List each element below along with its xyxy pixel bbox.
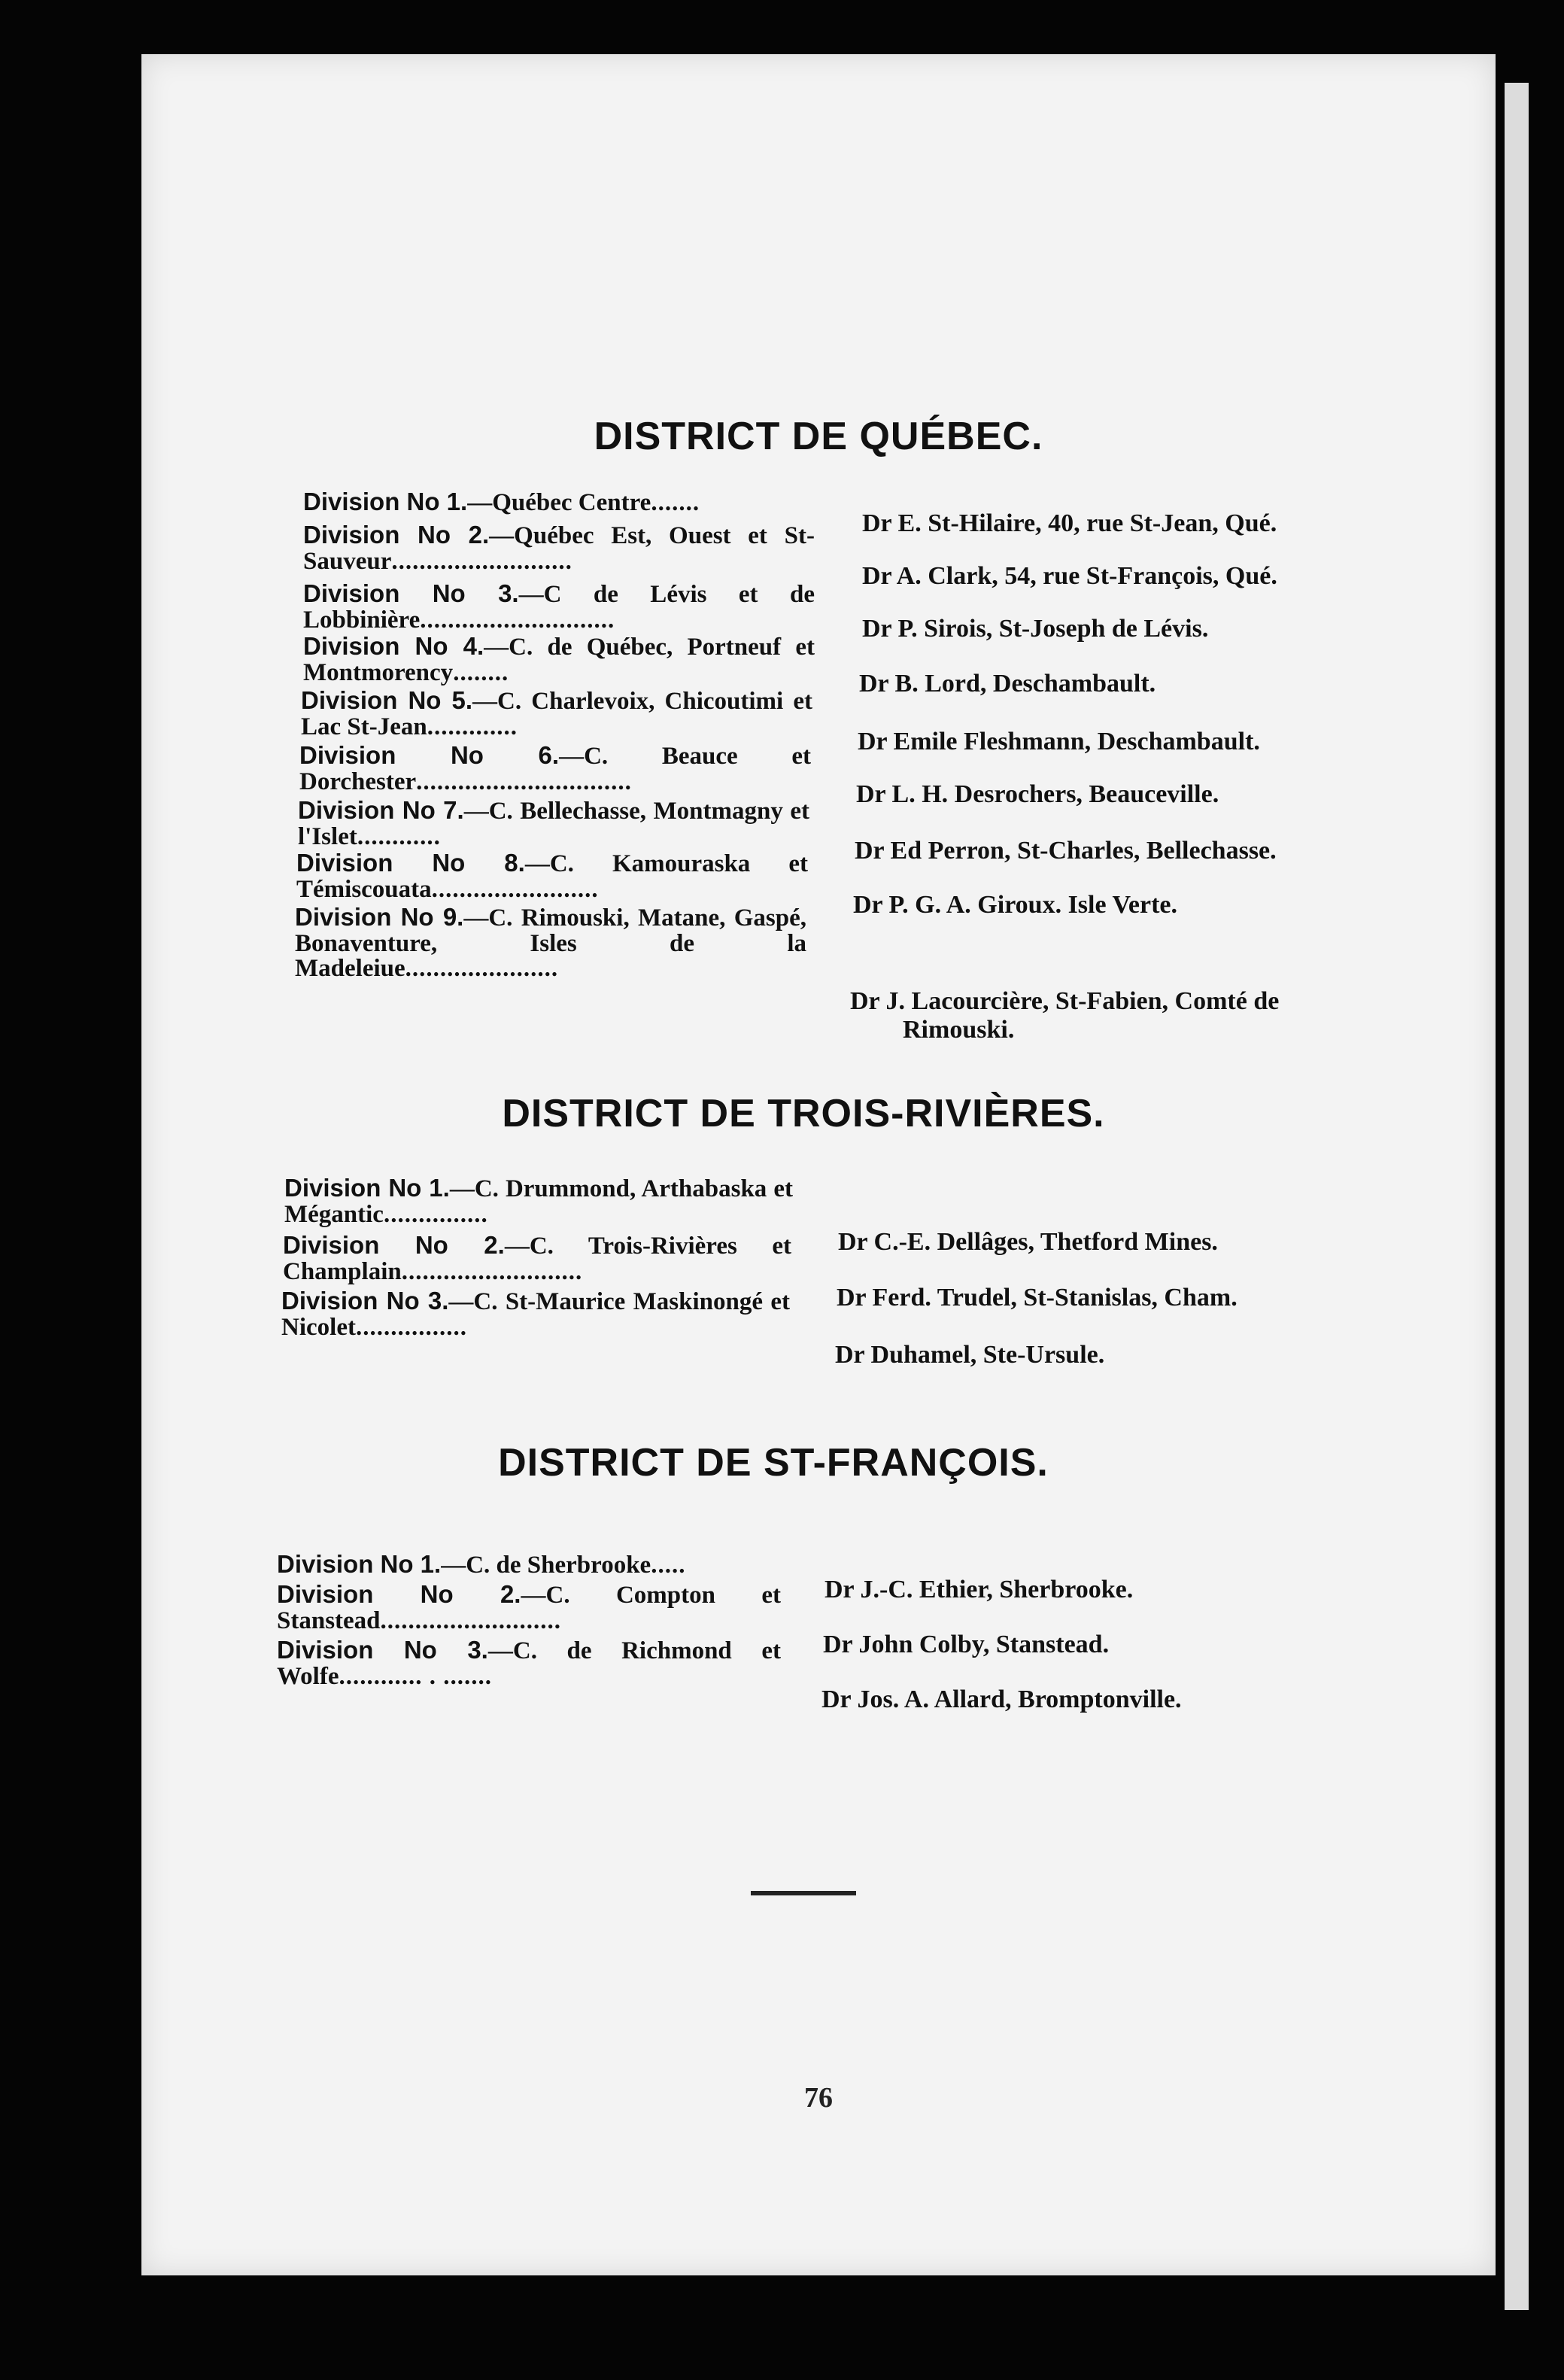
division-label: Division No 1. [277, 1550, 442, 1578]
division-label: Division No 4. [303, 632, 484, 660]
division-label: Division No 2. [277, 1580, 521, 1608]
medical-officer-name: Dr J. Lacourcière, St-Fabien, Comté de [850, 987, 1280, 1015]
medical-officer-continuation: Rimouski. [903, 1016, 1015, 1044]
district-heading-trois-rivieres: DISTRICT DE TROIS-RIVIÈRES. [502, 1092, 1105, 1135]
dot-leader: .......................... [401, 1257, 583, 1285]
document-page [141, 54, 1496, 2275]
dot-leader: ........................ [431, 875, 599, 903]
dot-leader: ..... [651, 1552, 686, 1579]
medical-officer: Dr L. H. Desrochers, Beauceville. [856, 780, 1219, 808]
division-description: —Québec Est, Ouest et St-Sauveur [303, 522, 815, 575]
division-label: Division No 3. [303, 579, 519, 607]
medical-officer: Dr E. St-Hilaire, 40, rue St-Jean, Qué. [862, 509, 1277, 537]
medical-officer: Dr Jos. A. Allard, Bromptonville. [821, 1685, 1182, 1713]
division-label: Division No 3. [277, 1636, 488, 1664]
medical-officer: Dr Ferd. Trudel, St-Stanislas, Cham. [837, 1284, 1238, 1312]
district-heading-quebec: DISTRICT DE QUÉBEC. [594, 415, 1043, 458]
division-description: —C. Kamouraska et Témiscouata [296, 850, 808, 903]
division-description: —Québec Centre [467, 489, 651, 516]
dot-leader: ........ [453, 658, 509, 686]
division-description: —C. Bellechasse, Montmagny et l'Islet [298, 798, 809, 850]
dot-leader: ...................... [405, 955, 559, 983]
division-description: —C. Drummond, Arthabaska et Mégantic [284, 1175, 793, 1228]
medical-officer: Dr C.-E. Dellâges, Thetford Mines. [838, 1228, 1218, 1256]
medical-officer: Dr Ed Perron, St-Charles, Bellechasse. [855, 837, 1277, 865]
medical-officer: Dr Duhamel, Ste-Ursule. [835, 1341, 1105, 1369]
medical-officer: Dr P. Sirois, St-Joseph de Lévis. [862, 615, 1209, 643]
dot-leader: .......................... [380, 1606, 562, 1634]
division-label: Division No 9. [295, 903, 464, 931]
division-description: —C. St-Maurice Maskinongé et Nicolet [281, 1288, 790, 1341]
dot-leader: ............... [383, 1200, 488, 1228]
division-description: —C. de Québec, Portneuf et Montmorency [303, 634, 815, 686]
division-description: —C de Lévis et de Lobbinière [303, 581, 815, 634]
division-description: —C. Compton et Stanstead [277, 1582, 781, 1634]
division-label: Division No 6. [299, 741, 560, 769]
medical-officer: Dr B. Lord, Deschambault. [859, 670, 1156, 698]
medical-officer: Dr P. G. A. Giroux. Isle Verte. [853, 891, 1177, 919]
section-divider-rule [751, 1891, 856, 1895]
division-label: Division No 2. [283, 1231, 505, 1259]
dot-leader: ............ . ....... [339, 1662, 492, 1690]
division-label: Division No 1. [284, 1174, 450, 1202]
dot-leader: ............................ [420, 606, 615, 634]
dot-leader: ............................... [416, 767, 632, 795]
district-heading-st-francois: DISTRICT DE ST-FRANÇOIS. [498, 1441, 1049, 1485]
division-description: —C. Beauce et Dorchester [299, 743, 811, 795]
division-label: Division No 7. [298, 796, 464, 824]
division-label: Division No 2. [303, 521, 490, 549]
medical-officer [850, 987, 1279, 1044]
division-label: Division No 5. [301, 686, 473, 714]
division-label: Division No 1. [303, 488, 468, 515]
division-label: Division No 8. [296, 849, 525, 877]
dot-leader: ................ [355, 1313, 467, 1341]
page-number: 76 [804, 2082, 833, 2114]
division-description: —C. Rimouski, Matane, Gaspé, Bonaventure, Isles de la Madeleiue [295, 904, 806, 983]
division-description: —C. de Sherbrooke [441, 1552, 651, 1579]
dot-leader: ............ [357, 822, 441, 850]
medical-officer: Dr Emile Fleshmann, Deschambault. [858, 728, 1260, 755]
division-label: Division No 3. [281, 1287, 449, 1315]
dot-leader: ....... [651, 489, 700, 516]
medical-officer: Dr John Colby, Stanstead. [823, 1631, 1110, 1658]
division-description: —C. Charlevoix, Chicoutimi et Lac St-Jean [301, 688, 812, 740]
medical-officer: Dr A. Clark, 54, rue St-François, Qué. [862, 562, 1277, 590]
dot-leader: .......................... [391, 547, 572, 575]
division-description: —C. de Richmond et Wolfe [277, 1637, 781, 1690]
medical-officer: Dr J.-C. Ethier, Sherbrooke. [825, 1576, 1134, 1603]
adjacent-page-edge [1505, 83, 1529, 2310]
dot-leader: ............. [427, 713, 518, 740]
division-description: —C. Trois-Rivières et Champlain [283, 1233, 791, 1285]
